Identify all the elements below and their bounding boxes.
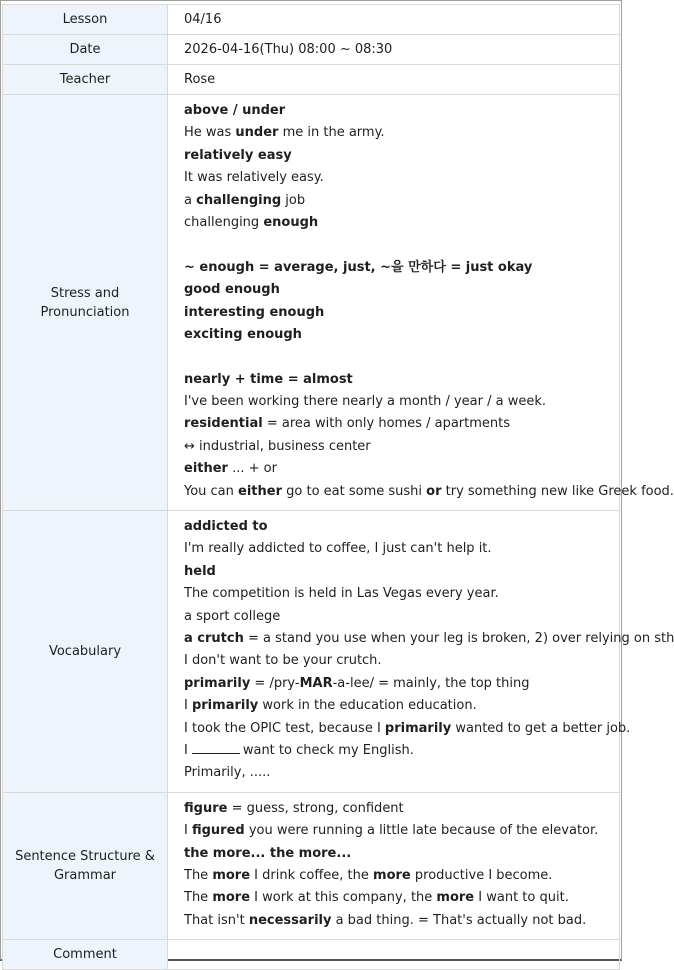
vocab-lines [184,511,674,792]
note-text: That isn't [184,912,249,928]
vocab-label: Vocabulary [3,511,168,793]
note-line [184,436,619,458]
bold-text: more [436,890,475,906]
bold-text: exciting enough [184,326,302,342]
note-text: You can [184,483,239,499]
structure-notes [168,792,620,939]
note-line [184,561,619,583]
note-line [184,843,619,865]
structure-label: Sentence Structure & Grammar [3,792,168,939]
note-text: = a stand you use when your leg is broken, 2) over relying on sth [243,630,674,646]
structure-lines [184,793,619,939]
note-line [184,324,619,346]
bold-text: primarily [184,675,251,691]
bold-text: more [212,867,251,883]
bold-text: either [184,461,228,477]
note-text: challenging [184,214,264,230]
note-text: I've been working there nearly a month / year / a week. [184,394,547,410]
note-text: He was [184,125,236,141]
note-line [184,740,619,762]
note-text: = area with only homes / apartments [262,416,510,432]
bold-text: primarily [384,720,452,736]
stress-notes [168,95,674,511]
lesson-value: 04/16 [168,5,620,35]
note-line [184,887,619,909]
bold-text: more [373,867,411,883]
note-line [184,234,619,256]
vocab-notes [168,511,674,793]
note-line [184,458,619,480]
note-line [184,346,619,368]
lesson-label: Lesson [3,5,168,35]
bold-text: residential [184,416,263,432]
note-line [184,516,619,538]
note-text: a sport college [184,608,281,624]
comment-row [3,940,620,970]
note-text: go to eat some sushi [282,483,427,499]
note-text: ↔ industrial, business center [184,438,371,454]
note-line [184,413,619,435]
note-line [184,538,619,560]
note-line [184,650,619,672]
note-text: me in the army. [278,125,385,141]
bold-text: the more... the more... [184,845,352,861]
note-line [184,279,619,301]
note-text: = /pry- [250,675,300,691]
note-text: I'm really addicted to coffee, I just can't help it. [184,541,492,557]
teacher-value: Rose [168,65,620,95]
bold-text: figure [184,800,228,816]
note-text: a bad thing. = That's actually not bad. [331,912,587,928]
comment-value [168,940,620,970]
bold-text: primarily [191,698,259,714]
bold-text: held [184,563,216,579]
note-text: work in the education education. [258,698,477,714]
note-text: I work at this company, the [250,890,437,906]
note-line [184,606,619,628]
note-text: you were running a little late because of the elevator. [244,823,599,839]
note-text: a [184,192,197,208]
note-text: ... + or [227,461,277,477]
note-line [184,583,619,605]
note-text: job [281,192,306,208]
note-text: The competition is held in Las Vegas every year. [184,586,499,602]
bold-text: more [212,890,251,906]
note-line [184,145,619,167]
fill-in-blank [192,743,240,754]
stress-label: Stress and Pronunciation [3,95,168,511]
bold-text: or [426,483,442,499]
note-line [184,167,619,189]
note-line [184,673,619,695]
date-value: 2026-04-16(Thu) 08:00 ~ 08:30 [168,35,620,65]
bold-text: a crutch [184,630,244,646]
note-line [184,100,619,122]
bold-text: interesting enough [184,304,325,320]
teacher-row [3,65,620,95]
note-text: The [184,867,213,883]
bold-text: above / under [184,103,286,118]
bold-text: either [238,483,283,499]
note-text: I don't want to be your crutch. [184,653,382,669]
note-text: I [184,823,192,839]
note-line [184,695,619,717]
bold-text: ~ enough = average, just, ~을 만하다 = just okay [184,259,533,275]
vocab-row [3,511,620,793]
date-label: Date [3,35,168,65]
stress-lines [184,95,674,510]
note-line [184,718,631,740]
note-text: want to check my English. [242,742,414,758]
date-row [3,35,620,65]
stress-row [3,95,620,511]
note-line [184,369,619,391]
note-text: The [184,890,213,906]
note-text: try something new like Greek food. [441,483,674,499]
note-text: Primarily, ..... [184,765,271,781]
bold-text: figured [191,823,245,839]
note-line [184,628,674,650]
note-line [184,481,674,503]
note-line [184,212,619,234]
note-text: I took the OPIC test, because I [184,720,385,736]
bold-text: under [235,125,279,141]
note-line [184,762,619,784]
lesson-report-table [2,4,674,970]
note-line [184,190,619,212]
note-text: I [184,742,188,758]
teacher-label: Teacher [3,65,168,95]
note-line [184,910,619,932]
bold-text: addicted to [184,519,268,535]
bold-text: relatively easy [184,147,292,163]
note-line [184,302,619,324]
note-text: I want to quit. [474,890,569,906]
bold-text: good enough [184,282,280,298]
note-text: I drink coffee, the [250,867,374,883]
bold-text: MAR [299,675,333,691]
note-text: productive I become. [410,867,553,883]
note-text: I [184,698,192,714]
note-text: wanted to get a better job. [451,720,631,736]
note-text: It was relatively easy. [184,170,324,186]
bold-text: necessarily [248,912,332,928]
structure-row [3,792,620,939]
bold-text: nearly + time = almost [184,371,353,387]
bold-text: enough [263,214,319,230]
note-line [184,122,619,144]
lesson-row [3,5,620,35]
note-line [184,391,619,413]
note-line [184,865,619,887]
comment-label: Comment [3,940,168,970]
note-line [184,257,619,279]
note-text: = guess, strong, confident [227,800,404,816]
note-line [184,820,619,842]
bold-text: challenging [196,192,282,208]
note-line [184,798,619,820]
note-text: -a-lee/ = mainly, the top thing [332,675,530,691]
